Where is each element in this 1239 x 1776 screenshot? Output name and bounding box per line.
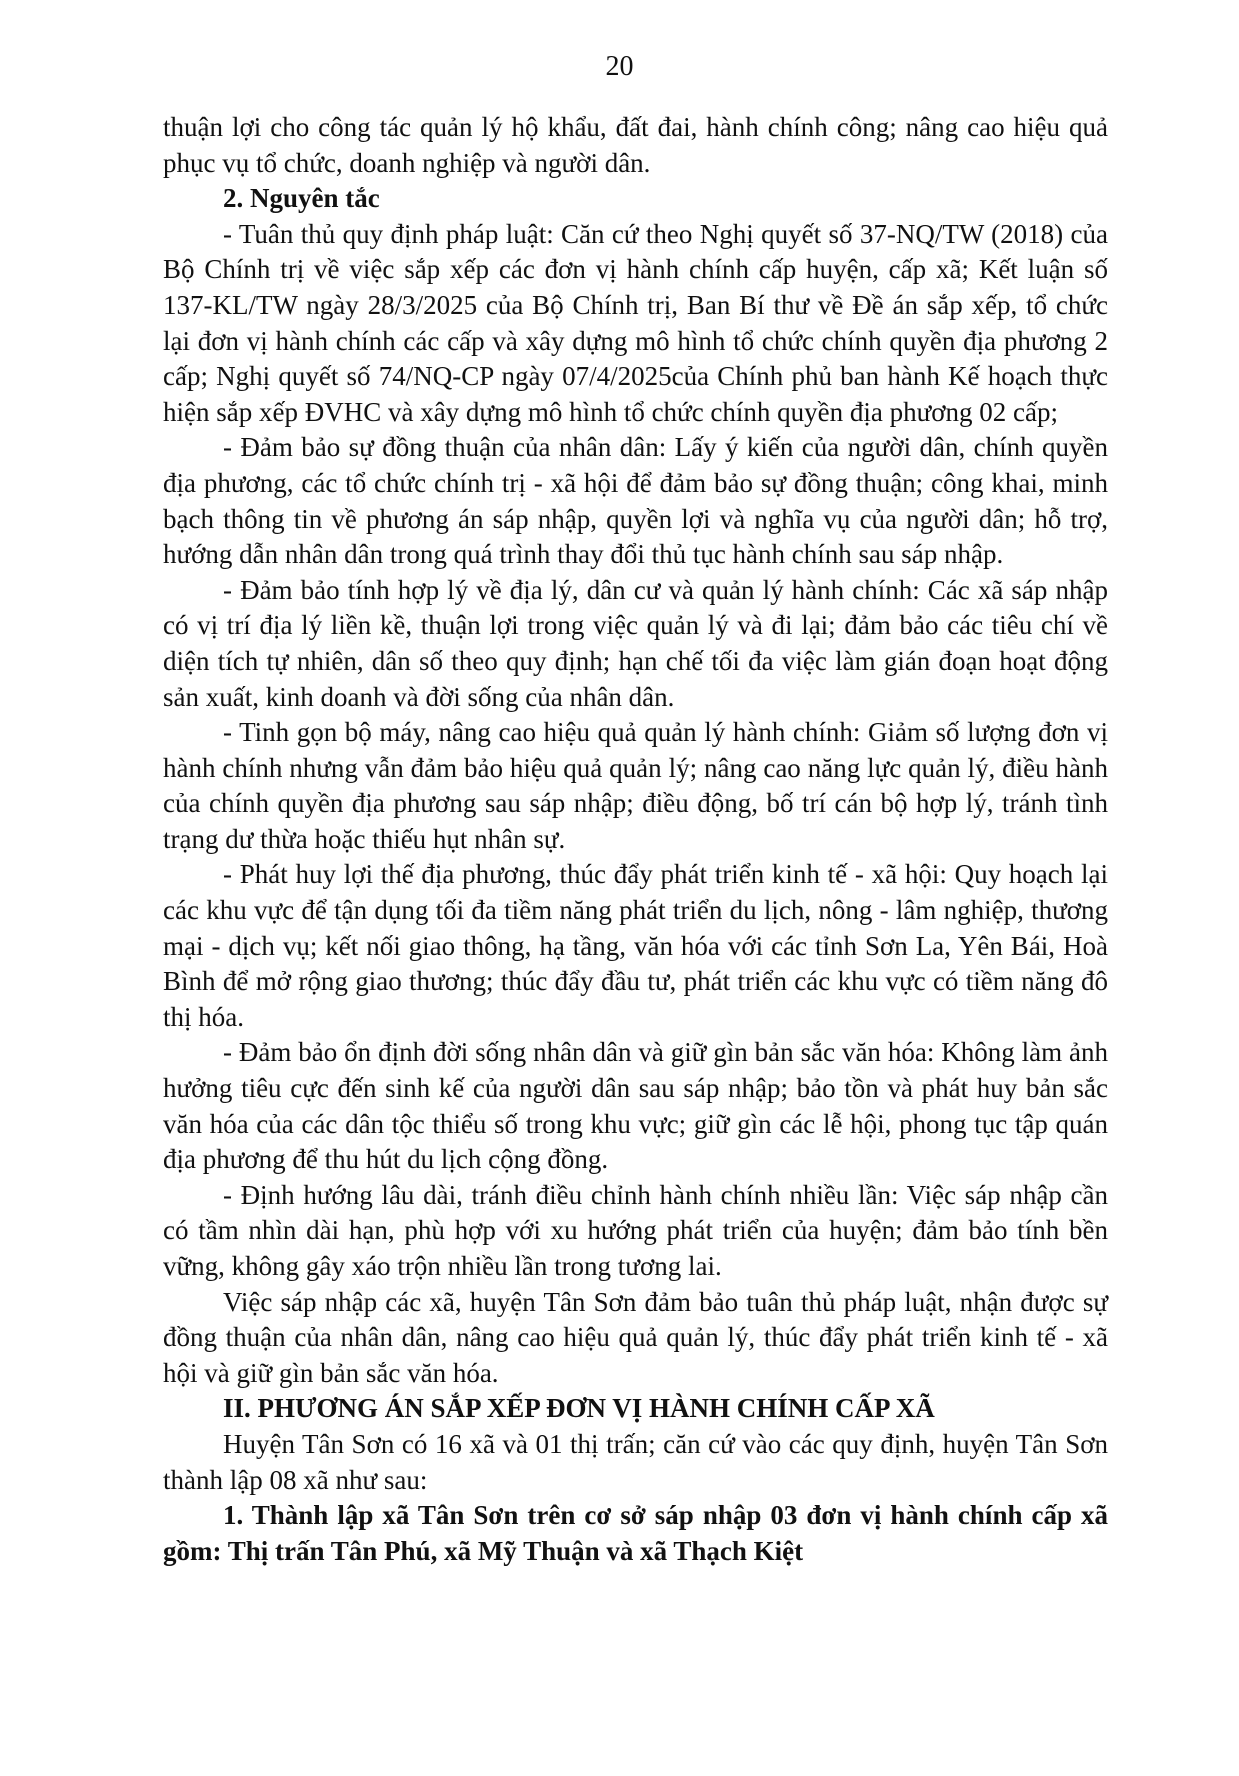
document-body [163, 110, 1108, 1569]
principle-consensus: - Đảm bảo sự đồng thuận của nhân dân: Lấy ý kiến của người dân, chính quyền địa phương, các tổ chức chính trị - xã hội để đảm bảo sự đồng thuận; công khai, minh bạch thông tin về phương án sáp nhập, quyền lợi và nghĩa vụ của người dân; hỗ trợ, hướng dẫn nhân dân trong quá trình thay đổi thủ tục hành chính sau sáp nhập. [163, 432, 1108, 570]
principle-stability-culture: - Đảm bảo ổn định đời sống nhân dân và giữ gìn bản sắc văn hóa: Không làm ảnh hưởng tiêu cực đến sinh kế của người dân sau sáp nhập; bảo tồn và phát huy bản sắc văn hóa của các dân tộc thiểu số trong khu vực; giữ gìn các lễ hội, phong tục tập quán địa phương để thu hút du lịch cộng đồng. [163, 1037, 1108, 1175]
principle-long-term: - Định hướng lâu dài, tránh điều chỉnh hành chính nhiều lần: Việc sáp nhập cần có tầm nhìn dài hạn, phù hợp với xu hướng phát triển của huyện; đảm bảo tính bền vững, không gây xáo trộn nhiều lần trong tương lai. [163, 1179, 1108, 1281]
section-heading-arrangement-plan: II. PHƯƠNG ÁN SẮP XẾP ĐƠN VỊ HÀNH CHÍNH CẤP XÃ [223, 1393, 935, 1424]
section-heading-principles: 2. Nguyên tắc [223, 183, 380, 214]
subsection-heading-tan-son: 1. Thành lập xã Tân Sơn trên cơ sở sáp nhập 03 đơn vị hành chính cấp xã gồm: Thị trấn Tân Phú, xã Mỹ Thuận và xã Thạch Kiệt [163, 1500, 1108, 1566]
principle-geography: - Đảm bảo tính hợp lý về địa lý, dân cư và quản lý hành chính: Các xã sáp nhập có vị trí địa lý liền kề, thuận lợi trong việc quản lý và đi lại; đảm bảo các tiêu chí về diện tích tự nhiên, dân số theo quy định; hạn chế tối đa việc làm gián đoạn hoạt động sản xuất, kinh doanh và đời sống của nhân dân. [163, 574, 1108, 712]
arrangement-intro: Huyện Tân Sơn có 16 xã và 01 thị trấn; căn cứ vào các quy định, huyện Tân Sơn thành lập 08 xã như sau: [163, 1428, 1108, 1495]
principle-streamline: - Tinh gọn bộ máy, nâng cao hiệu quả quản lý hành chính: Giảm số lượng đơn vị hành chính nhưng vẫn đảm bảo hiệu quả quản lý; nâng cao năng lực quản lý, điều hành của chính quyền địa phương sau sáp nhập; điều động, bố trí cán bộ hợp lý, tránh tình trạng dư thừa hoặc thiếu hụt nhân sự. [163, 717, 1108, 854]
page-number: 20 [605, 51, 634, 82]
principle-legal-compliance: - Tuân thủ quy định pháp luật: Căn cứ theo Nghị quyết số 37-NQ/TW (2018) của Bộ Chính trị về việc sắp xếp các đơn vị hành chính cấp huyện, cấp xã; Kết luận số 137-KL/TW ngày 28/3/2025 của Bộ Chính trị, Ban Bí thư về Đề án sắp xếp, tổ chức lại đơn vị hành chính các cấp và xây dựng mô hình tổ chức chính quyền địa phương 2 cấp; Nghị quyết số 74/NQ-CP ngày 07/4/2025của Chính phủ ban hành Kế hoạch thực hiện sắp xếp ĐVHC và xây dựng mô hình tổ chức chính quyền địa phương 02 cấp; [163, 218, 1108, 427]
principles-summary: Việc sáp nhập các xã, huyện Tân Sơn đảm bảo tuân thủ pháp luật, nhận được sự đồng thuận của nhân dân, nâng cao hiệu quả quản lý, thúc đẩy phát triển kinh tế - xã hội và giữ gìn bản sắc văn hóa. [163, 1286, 1108, 1388]
principle-local-advantage: - Phát huy lợi thế địa phương, thúc đẩy phát triển kinh tế - xã hội: Quy hoạch lại các khu vực để tận dụng tối đa tiềm năng phát triển du lịch, nông - lâm nghiệp, thương mại - dịch vụ; kết nối giao thông, hạ tầng, văn hóa với các tỉnh Sơn La, Yên Bái, Hoà Bình để mở rộng giao thương; thúc đẩy đầu tư, phát triển các khu vực có tiềm năng đô thị hóa. [163, 859, 1108, 1032]
paragraph-continuation: thuận lợi cho công tác quản lý hộ khẩu, đất đai, hành chính công; nâng cao hiệu quả phục vụ tổ chức, doanh nghiệp và người dân. [163, 112, 1108, 178]
